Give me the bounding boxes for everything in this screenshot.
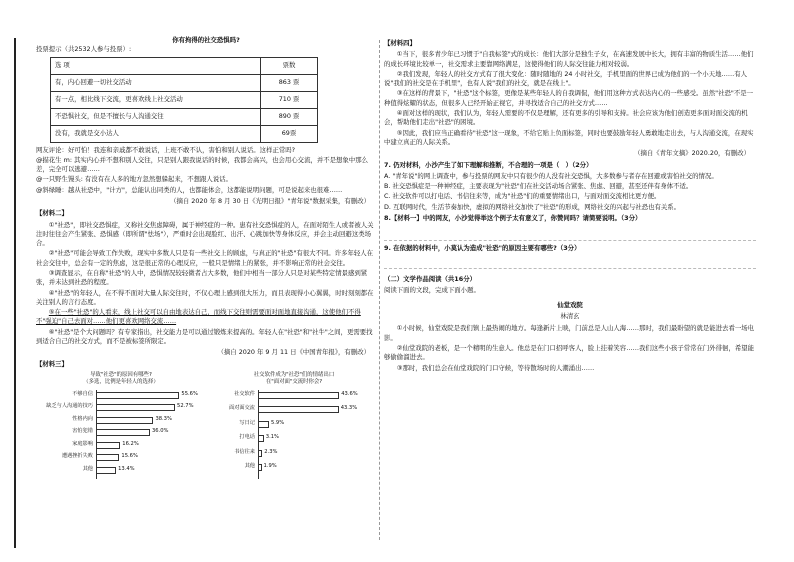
paragraph: ①"社恐"，即社交恐惧症，又称社交焦虑障碍，属于神经症的一种。患有社交恐惧症的人，在面对陌生人或者被人关注时往往会产生紧张、恐惧感（即所谓"怯场"），严重时会出现脸红、出汗、心跳加快等身体反应，并会主动回避这类场合。: [36, 220, 374, 248]
bar-value-label: 15.6%: [121, 453, 138, 460]
paragraph: ②"社恐"可能会导致工作失败，现实中多数人只是有一些社交上的顾虑，与真正的"社恐"有很大不同。许多年轻人在社会交往中，总会有一定的焦虑，这是很正常的心理反应，一般只是情绪上的紧张，并不影响正常的社会交往。: [36, 249, 374, 267]
section-instruction: 阅读下面的文段，完成下面小题。: [384, 285, 480, 294]
bar: [258, 464, 262, 471]
bar-category-label: 书信往来: [234, 448, 255, 455]
column-divider: [379, 40, 380, 540]
bar-value-label: 52.7%: [177, 403, 194, 410]
chart-title: 社交软件成为"社恐"们的情绪出口: [253, 371, 335, 378]
bar-category-label: 面对面交流: [229, 405, 255, 412]
bar-category-label: 性格内向: [72, 415, 93, 422]
question-8: 8.【材料一】中的网友，小沙觉得举这个例子太有意义了，你赞同吗？请简要说明。（3分）: [384, 213, 642, 222]
paragraph: ⑥"社恐"是个大问题吗？有专家指出，社交能力是可以通过锻炼来提高的。年轻人在"社恐"和"社牛"之间，更需要找到适合自己的社交方式，而不是被标签所限定。: [36, 327, 373, 345]
source-citation: （摘自 2020 年 9 月 11 日《中国青年报》，有删改）: [217, 348, 370, 357]
bar-category-label: 家庭影响: [72, 440, 93, 447]
bar-value-label: 5.9%: [270, 419, 285, 426]
table-header-option: 选 项: [51, 57, 261, 74]
bar: [258, 392, 339, 399]
bar-value-label: 55.6%: [181, 390, 198, 397]
question-9: 9. 在依据的材料中，小莫认为造成"社恐"的原因主要有哪些?（3分）: [384, 244, 581, 253]
bar-value-label: 13.4%: [118, 465, 135, 472]
material-heading: 【材料二】: [36, 209, 68, 218]
table-cell-votes: 890 票: [261, 108, 318, 125]
paragraph: ③那时，我们总会在仙堂戏院的门口守候，等待散场时的人潮涌出……: [396, 363, 595, 372]
source-citation: （摘自 2020 年 8 月 30 日《光明日报》"青年说"数据采集，有删改）: [170, 196, 370, 205]
bar-category-label: 社交软件: [234, 390, 255, 397]
bar-value-label: 36.0%: [152, 428, 169, 435]
page-binding-line: [14, 38, 16, 548]
paragraph: ①当下，很多青少年已习惯于"自我标签"式的成长：他们大部分是独生子女，在高速发展中长大，拥有丰富的物质生活……他们的成长环境比较单一，社交需求主要靠网络满足，这使得他们的人际交往能力相对较弱。: [384, 50, 754, 68]
survey-table: [50, 57, 318, 143]
bar-value-label: 3.1%: [265, 434, 279, 441]
question-7: 7. 仍对材料，小沙产生了如下理解和推断，不合理的一项是（ ）（2分）: [384, 161, 593, 170]
table-cell-votes: 710 票: [261, 91, 318, 108]
bar-value-label: 16.2%: [122, 440, 139, 447]
comment: @斜绿睡：越从社恐中，"计方"，总能认出同类的人，也都能体会，这都能说明问题，可是说起来也很难……: [36, 185, 343, 194]
bar: [258, 435, 264, 442]
bar-category-label: 写日记: [239, 419, 255, 426]
bar: [96, 442, 120, 449]
bar-category-label: 打电话: [239, 434, 255, 441]
bar-category-label: 其他: [82, 465, 93, 472]
comment: @描花生 m: 其实内心并不想和别人交往，只是别人跟我说话的时候，我都会高兴，也会用心交流，并不是想象中那么差，完全可以逃避……: [36, 155, 368, 174]
paragraph: ②我们发现，年轻人的社交方式有了很大变化：随时随地的 24 小时社交，手机里面的世界已成为他们的一个小天地……有人说"我们的社交是在手机里"，也有人说"我们的社交，就是在线上"。: [384, 69, 748, 88]
table-cell-option: 有，内心回避一切社交活动: [51, 74, 261, 91]
bar: [258, 421, 269, 428]
paragraph: ④"社恐"的年轻人，在不得不面对大量人际交往时，不仅心理上感到很大压力，而且表现得小心翼翼，时时刻刻都在关注别人的言行态度。: [36, 288, 374, 306]
survey-question: 你有拘得的社交恐惧吗?: [172, 36, 240, 44]
comment: @一只野生馒头: 有没有在人多的地方忽然想躲起来，不想跟人说话。: [36, 175, 232, 184]
bar-category-label: 其他: [244, 463, 255, 470]
bar: [258, 450, 262, 457]
table-row: [51, 74, 318, 91]
table-cell-option: 不恐惧社交，但是不擅长与人沟通交往: [51, 108, 261, 125]
chart-title: 导致"社恐"的原因有哪些?: [90, 371, 152, 378]
social-outlet-bar-chart: [212, 372, 376, 484]
right-column: [384, 36, 756, 374]
bar: [96, 467, 116, 474]
bar-category-label: 不够自信: [72, 390, 93, 397]
table-cell-votes: 69票: [261, 125, 318, 142]
paragraph: ①小时候，仙堂戏院是我们镇上最热闹的地方。每逢新片上映，门前总是人山人海……那时，我们最盼望的就是能进去看一场电影。: [384, 324, 755, 342]
paragraph: ⑤在一些"社恐"的人看来，线上社交可以自由地表达自己，而线下交往则需要面对面地直接沟通，这使他们不得不"强迫"自己去面对……他们更喜欢网络交流……: [36, 308, 361, 326]
bar-value-label: 43.6%: [341, 390, 358, 397]
paragraph: ③调查显示，在自称"社恐"的人中，恐惧情况较轻微者占大多数，他们中相当一部分人只是对某些特定情景感到紧张，并未达到社恐的程度。: [36, 268, 368, 287]
bar: [258, 406, 339, 413]
answer-space: [384, 224, 756, 241]
bar-category-label: 缺乏与人沟通的技巧: [46, 403, 93, 410]
table-cell-option: 没有，我就是交小达人: [51, 125, 261, 142]
table-row: [51, 91, 318, 108]
answer-option-a: A. "青年说"的网上调查中，参与投票的网友中只有很少的人没有社交恐惧，大多数参与者存在回避或害怕社交的情况。: [384, 171, 718, 180]
table-row: [51, 125, 318, 142]
answer-option-c: C. 社交软件可以打电话、书信往来等，成为"社恐"们的重要情绪出口，与面对面交流相比更方便。: [384, 192, 661, 201]
left-column: [36, 36, 376, 484]
paragraph: ④面对这样的现状，我们认为，年轻人需要的不仅是理解，还有更多的引导和支持。社会应该为他们创造更多面对面交流的机会，帮助他们走出"社恐"的困境。: [384, 108, 748, 127]
survey-note: 投票提示（共2532人参与投票）:: [36, 45, 132, 54]
answer-space: [384, 254, 756, 269]
paragraph: ⑤因此，我们应当正确看待"社恐"这一现象，不给它贴上负面标签，同时也要鼓励年轻人勇敢地走出去，与人沟通交流，在现实中建立真正的人际关系。: [384, 128, 754, 146]
bar: [96, 404, 175, 411]
answer-option-b: B. 社交恐惧症是一种神经症，主要表现为"社恐"们在社交活动场合紧张、焦虑、回避，甚至还伴有身体不适。: [384, 181, 693, 190]
chart-subtitle: 在"面对面"交流时你会?: [265, 378, 323, 385]
bar-category-label: 害怕犯错: [72, 428, 93, 435]
bar-category-label: 遭遇挫折失败: [61, 453, 93, 460]
table-header-row: [51, 57, 318, 74]
comment: 网友评论：好可怕！我连和亲戚都不敢说话，上班不敢不认，害怕和别人说话。这样正常吗?: [36, 145, 296, 154]
causes-bar-chart: [36, 372, 206, 484]
answer-option-d: D. 互联网时代，生活节奏加快，虚拟的网络社交加快了"社恐"的形成，网络社交的兴起与社恐也有关系。: [384, 202, 681, 211]
paragraph: ③在这样的背景下，"社恐"这个标签，更像是某些年轻人的自我调侃，他们用这种方式表达内心的一些感受。虽然"社恐"不是一种值得炫耀的状态，但很多人已经开始正视它，并寻找适合自己的社交方式……: [384, 89, 753, 107]
source-citation: （摘自《青年文摘》2020.20，有删改）: [634, 149, 750, 158]
paragraph: ②仙堂戏院的老板，是一个精明的生意人。他总是在门口招呼客人，脸上挂着笑容……我们这些小孩子常常在门外徘徊，希望能够偷偷溜进去。: [384, 344, 755, 362]
chart-subtitle: （多选，比例是年轻人的选择）: [83, 378, 159, 385]
table-cell-votes: 863 票: [261, 74, 318, 91]
bar: [96, 392, 179, 399]
table-row: [51, 108, 318, 125]
story-title: 仙堂戏院: [557, 300, 583, 309]
section-heading: （二）文学作品阅读（共16分）: [384, 275, 476, 284]
bar: [96, 429, 150, 436]
table-header-votes: 票数: [261, 57, 318, 74]
table-cell-option: 有一点，相比线下交流，更喜欢线上社交活动: [51, 91, 261, 108]
charts-area: [36, 372, 376, 484]
material-heading: 【材料三】: [36, 360, 68, 369]
story-author: 林清玄: [560, 312, 580, 321]
bar: [96, 454, 119, 461]
material-heading: 【材料四】: [384, 39, 416, 47]
bar-value-label: 2.3%: [264, 448, 278, 455]
bar-value-label: 43.3%: [340, 405, 358, 412]
bar-value-label: 1.9%: [263, 463, 277, 470]
bar: [96, 417, 153, 424]
bar-value-label: 38.3%: [155, 415, 172, 422]
